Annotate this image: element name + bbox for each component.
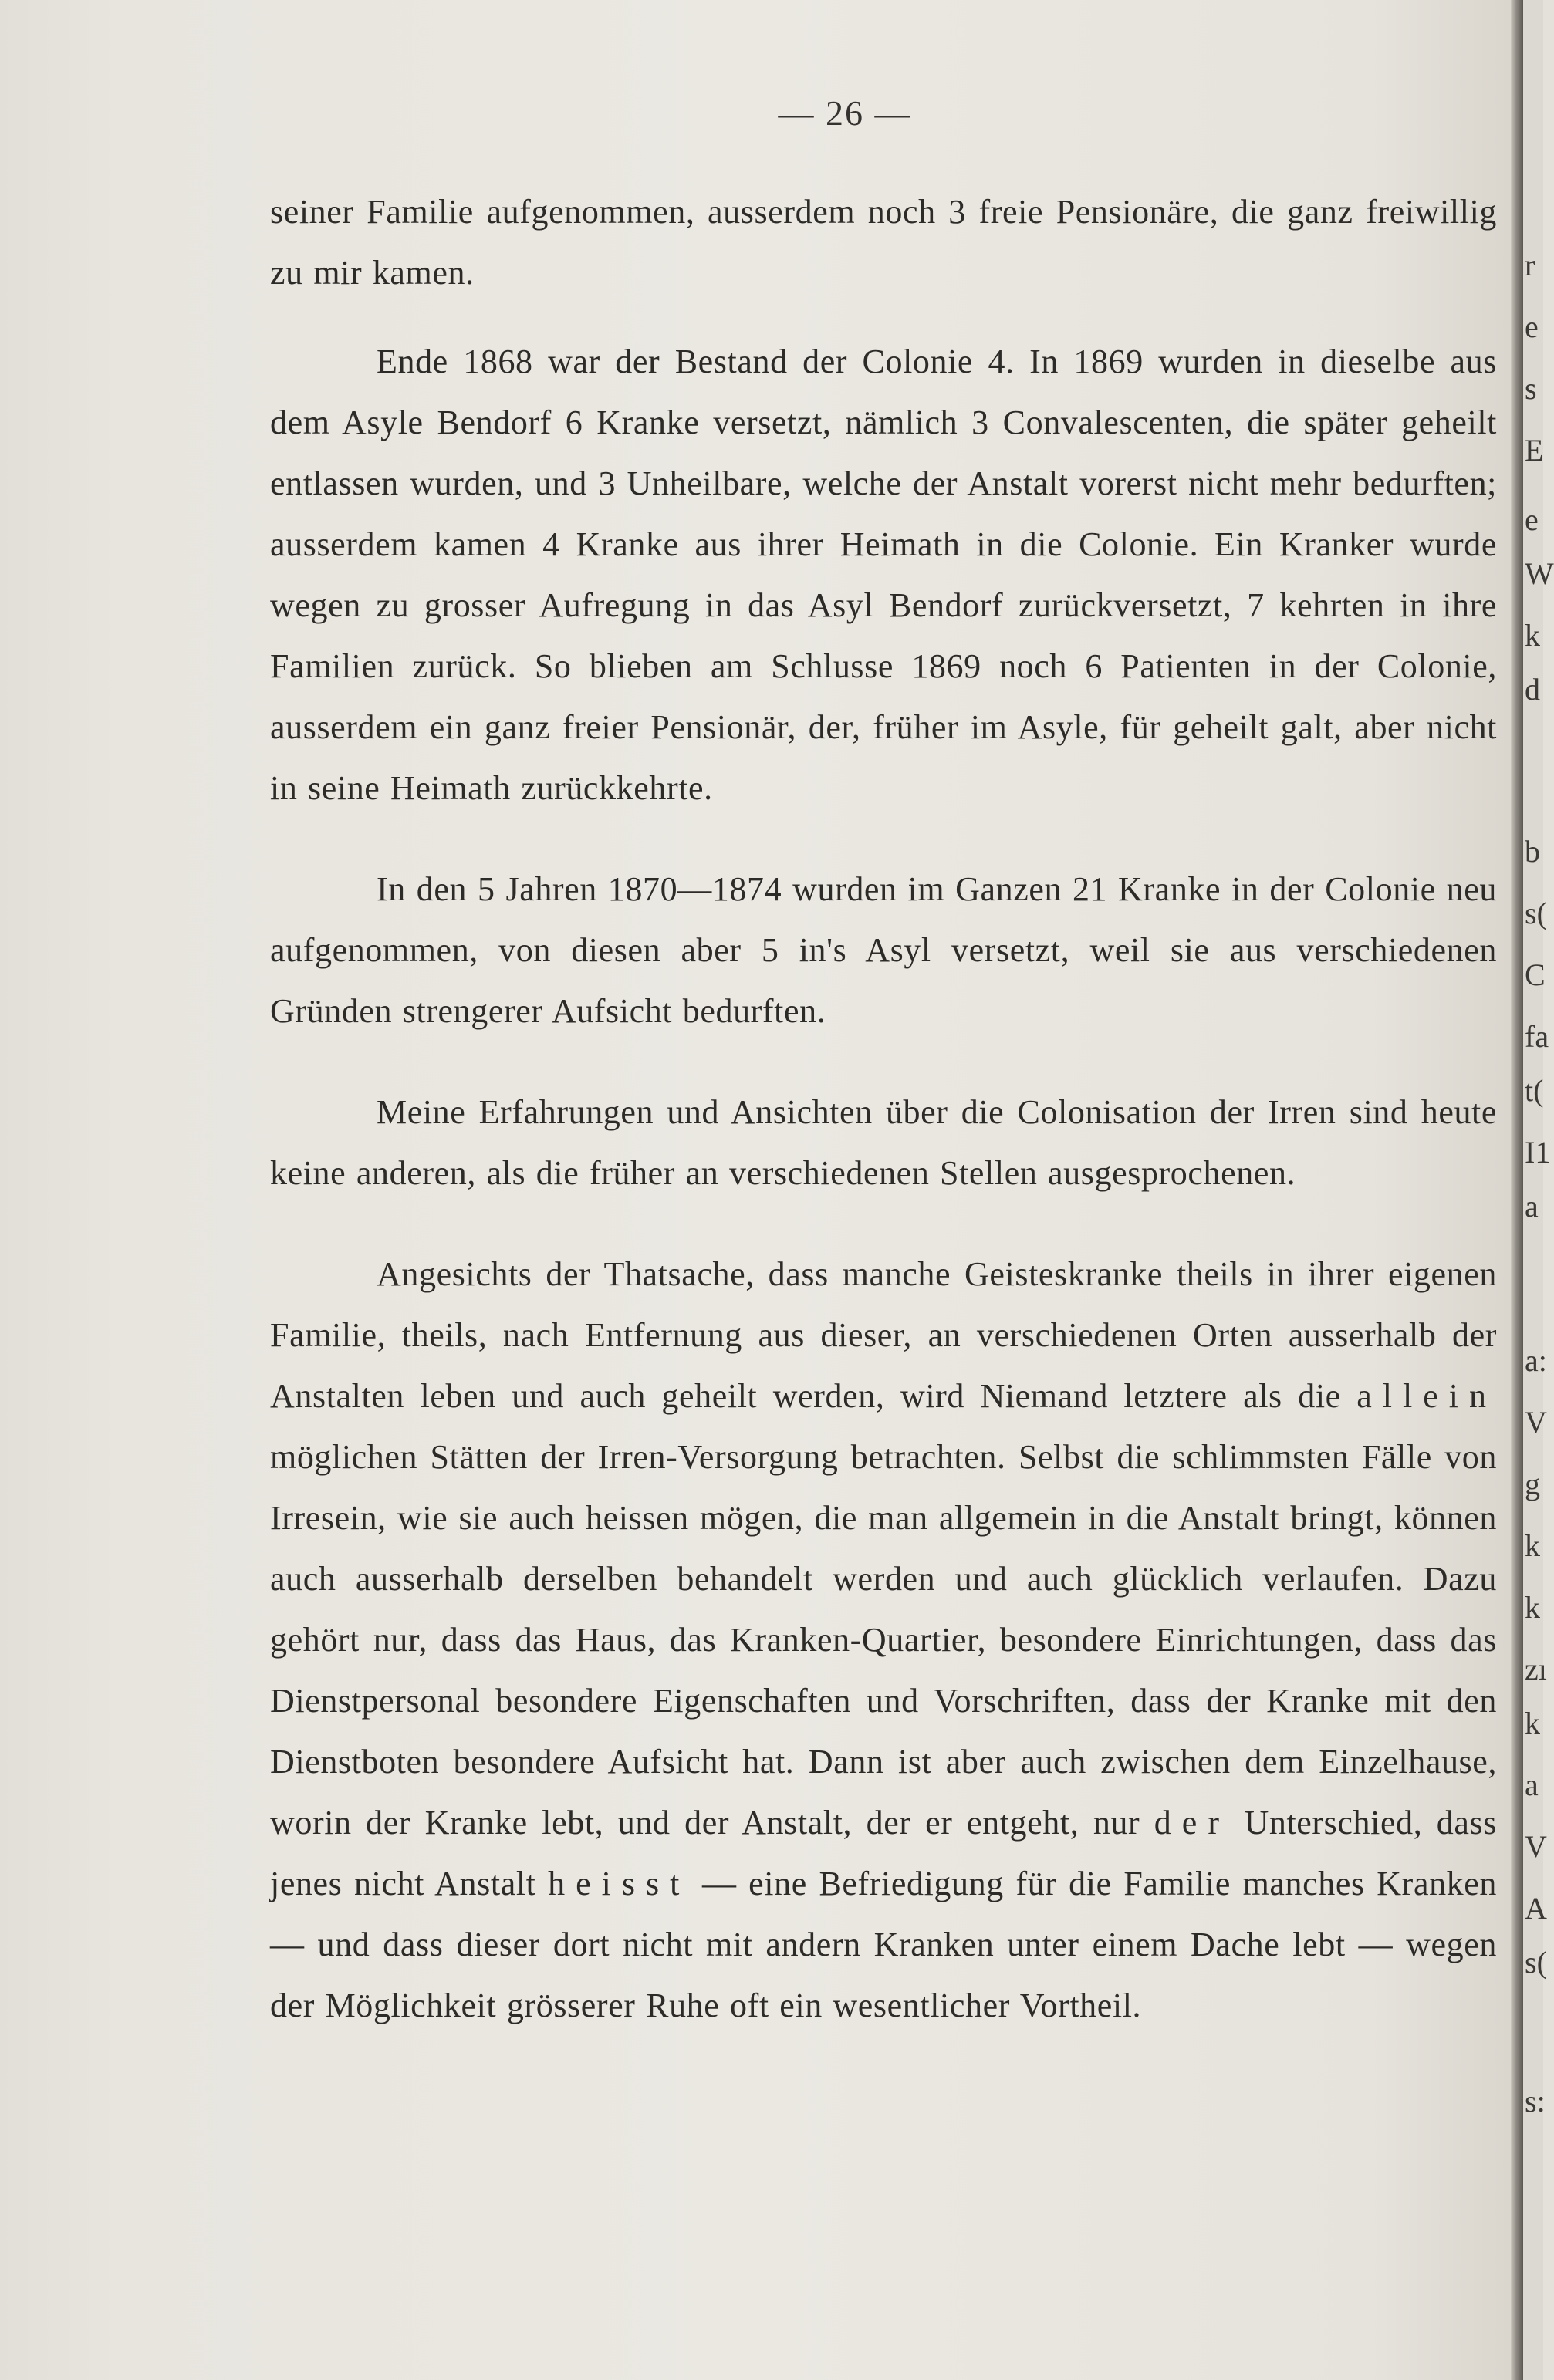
facing-page-fragment: A xyxy=(1525,1891,1547,1926)
facing-page-fragment: fa xyxy=(1525,1019,1549,1054)
body-text xyxy=(270,181,1497,2036)
facing-page-fragment: e xyxy=(1525,309,1539,344)
facing-page-fragment: k xyxy=(1525,1590,1540,1625)
text-segment: Angesichts der Thatsache, dass manche Geisteskranke theils in ihrer eigenen Familie, theils, nach Entfernung aus dieser, an verschiedenen Orten ausserhalb der Anstalten leben und auch geheilt werden, wird Niemand letztere als die xyxy=(270,1255,1497,1415)
facing-page-fragment: s( xyxy=(1525,896,1547,930)
book-gutter-shadow xyxy=(1511,0,1523,2380)
facing-page-fragment: k xyxy=(1525,618,1540,653)
text-segment: — eine Befriedigung für die Familie manches Kranken — und dass dieser dort nicht mit andern Kranken unter einem Dache lebt — wegen der Möglichkeit grösserer Ruhe oft ein wesentlicher Vortheil. xyxy=(270,1865,1497,2024)
facing-page-fragment: E xyxy=(1525,433,1544,468)
facing-page-fragment: b xyxy=(1525,834,1540,869)
facing-page-fragment: a xyxy=(1525,1189,1539,1224)
facing-page-fragment: V xyxy=(1525,1405,1547,1440)
paragraph xyxy=(270,859,1497,1041)
text-segment: Ende 1868 war der Bestand der Colonie 4. In 1869 wurden in dieselbe aus dem Asyle Bendorf 6 Kranke versetzt, nämlich 3 Convalescenten, die später geheilt entlassen wurden, und 3 Unheilbare, welche der Anstalt vorerst nicht mehr bedurften; ausserdem kamen 4 Kranke aus ihrer Heimath in die Colonie. Ein Kranker wurde wegen zu grosser Aufregung in das Asyl Bendorf zurückversetzt, 7 kehrten in ihre Familien zurück. So blieben am Schlusse 1869 noch 6 Patienten in der Colonie, ausserdem ein ganz freier Pensionär, der, früher im Asyle, für geheilt galt, aber nicht in seine Heimath zurückkehrte. xyxy=(270,343,1497,807)
facing-page-fragment: a: xyxy=(1525,1343,1547,1378)
paragraph xyxy=(270,331,1497,819)
facing-page-fragment: I1 xyxy=(1525,1135,1551,1170)
text-segment: möglichen Stätten der Irren-Versorgung betrachten. Selbst die schlimmsten Fälle von Irresein, wie sie auch heissen mögen, die man allgemein in die Anstalt bringt, können auch ausserhalb derselben behandelt werden und auch glücklich verlaufen. Dazu gehört nur, dass das Haus, das Kranken-Quartier, besondere Einrichtungen, dass das Dienstpersonal besondere Eigenschaften und Vorschriften, dass der Kranke mit den Dienstboten besondere Aufsicht hat. Dann ist aber auch zwischen dem Einzelhause, worin der Kranke lebt, und der Anstalt, der er entgeht, nur xyxy=(270,1438,1497,1842)
text-segment: Meine Erfahrungen und Ansichten über die Colonisation der Irren sind heute keine anderen, als die früher an verschiedenen Stellen ausgesprochenen. xyxy=(270,1093,1497,1192)
facing-page-fragment: W xyxy=(1525,556,1554,591)
facing-page-fragment: g xyxy=(1525,1467,1540,1501)
facing-page-fragment: d xyxy=(1525,672,1540,707)
text-segment: Unterschied, dass jenes nicht Anstalt xyxy=(270,1804,1497,1902)
facing-page-fragment: C xyxy=(1525,957,1546,992)
facing-page-fragment: s( xyxy=(1525,1945,1547,1980)
facing-page-edge xyxy=(1523,0,1554,2380)
page-number-header: — 26 — xyxy=(778,93,912,133)
facing-page-fragment: V xyxy=(1525,1829,1547,1864)
facing-page-fragment: zı xyxy=(1525,1652,1547,1686)
emphasized-text: der xyxy=(1154,1804,1230,1842)
facing-page-fragment: k xyxy=(1525,1528,1540,1563)
paragraph xyxy=(270,181,1497,303)
paragraph xyxy=(270,1082,1497,1204)
emphasized-text: allein xyxy=(1356,1377,1497,1415)
facing-page-fragment: s: xyxy=(1525,2084,1546,2118)
facing-page-fragment: k xyxy=(1525,1706,1540,1740)
facing-page-fragment: e xyxy=(1525,502,1539,537)
facing-page-fragment: t( xyxy=(1525,1073,1544,1108)
paragraph xyxy=(270,1244,1497,2036)
text-segment: In den 5 Jahren 1870—1874 wurden im Ganzen 21 Kranke in der Colonie neu aufgenommen, von diesen aber 5 in's Asyl versetzt, weil sie aus verschiedenen Gründen strengerer Aufsicht bedurften. xyxy=(270,870,1497,1030)
facing-page-fragment: r xyxy=(1525,248,1535,282)
facing-page-fragment: a xyxy=(1525,1767,1539,1802)
emphasized-text: heisst xyxy=(548,1865,691,1902)
facing-page-fragment: s xyxy=(1525,371,1537,406)
text-segment: seiner Familie aufgenommen, ausserdem noch 3 freie Pensionäre, die ganz freiwillig zu mir kamen. xyxy=(270,193,1497,292)
